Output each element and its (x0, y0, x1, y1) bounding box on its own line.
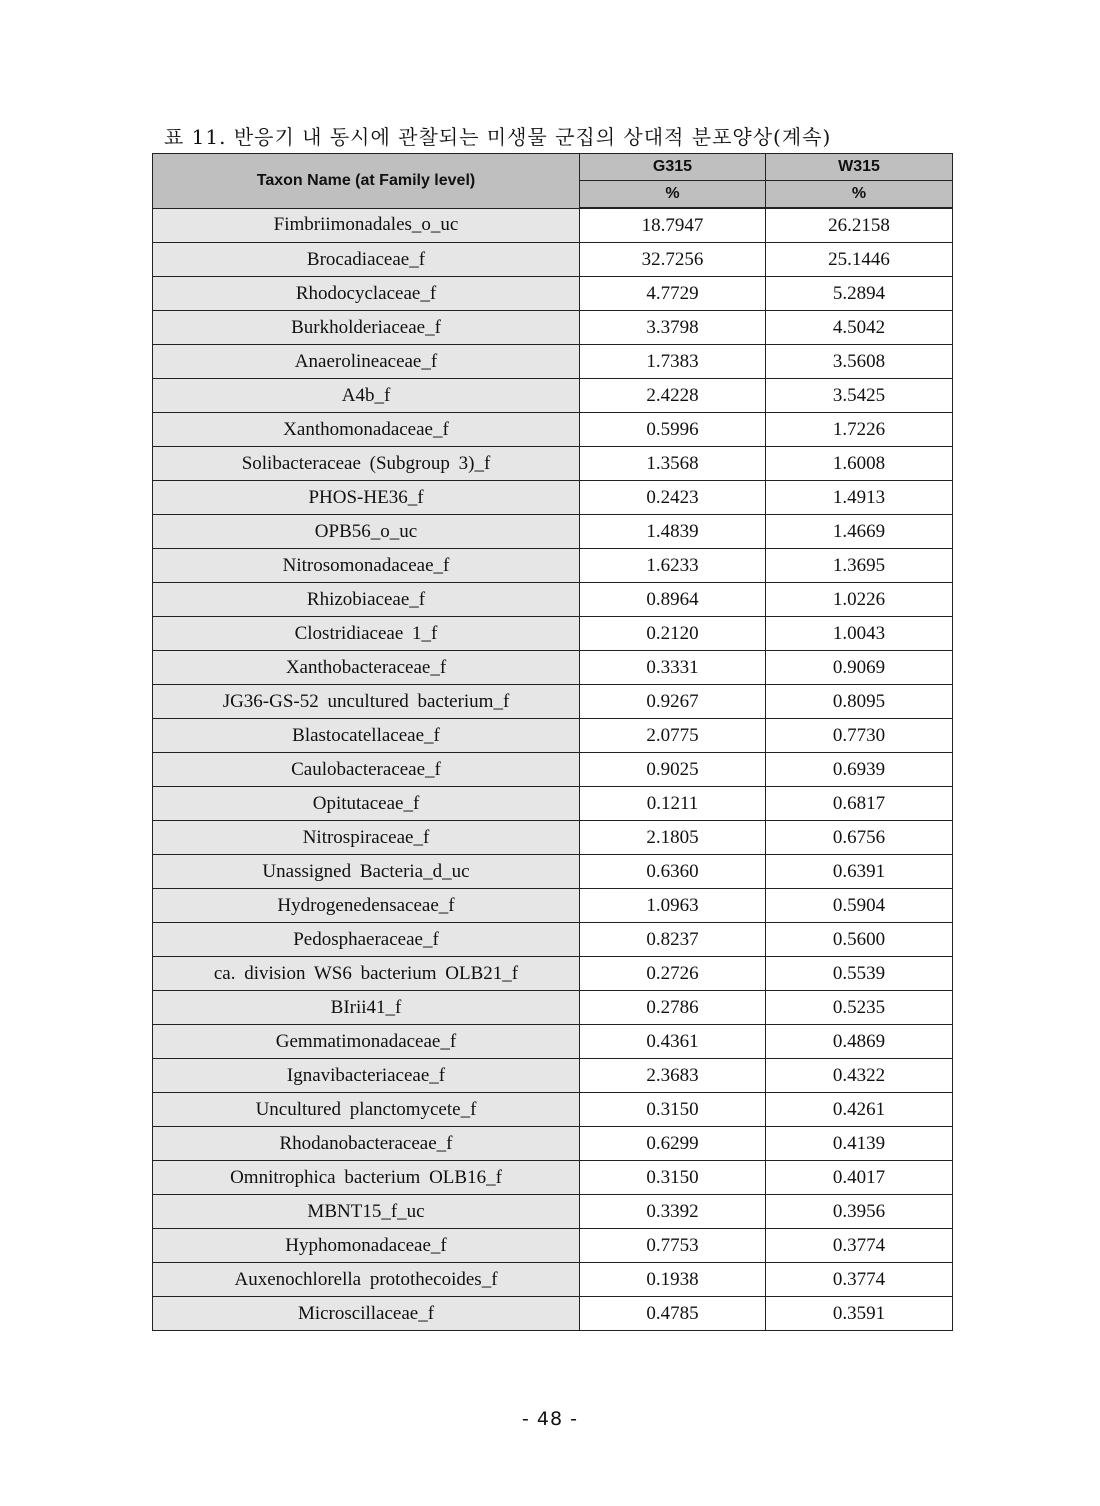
table-row (153, 1161, 953, 1195)
table-row (153, 413, 953, 447)
w315-value-cell: 0.3774 (766, 1229, 953, 1263)
table-row (153, 243, 953, 277)
taxon-name-cell: Clostridiaceae 1_f (153, 617, 580, 651)
taxon-distribution-table (152, 153, 953, 1331)
w315-value-cell: 0.3591 (766, 1297, 953, 1331)
g315-value-cell: 0.6360 (580, 855, 766, 889)
taxon-name-cell: PHOS-HE36_f (153, 481, 580, 515)
table-row (153, 1127, 953, 1161)
w315-value-cell: 0.6391 (766, 855, 953, 889)
taxon-name-cell: Rhodanobacteraceae_f (153, 1127, 580, 1161)
g315-value-cell: 32.7256 (580, 243, 766, 277)
g315-value-cell: 2.1805 (580, 821, 766, 855)
taxon-column-header: Taxon Name (at Family level) (153, 154, 580, 209)
taxon-name-cell: Blastocatellaceae_f (153, 719, 580, 753)
table-row (153, 1059, 953, 1093)
table-row (153, 1025, 953, 1059)
taxon-name-cell: Brocadiaceae_f (153, 243, 580, 277)
table-row (153, 379, 953, 413)
w315-value-cell: 1.6008 (766, 447, 953, 481)
w315-value-cell: 5.2894 (766, 277, 953, 311)
taxon-name-cell: Gemmatimonadaceae_f (153, 1025, 580, 1059)
table-row (153, 208, 953, 243)
taxon-name-cell: Omnitrophica bacterium OLB16_f (153, 1161, 580, 1195)
g315-value-cell: 2.4228 (580, 379, 766, 413)
taxon-name-cell: Pedosphaeraceae_f (153, 923, 580, 957)
taxon-name-cell: ca. division WS6 bacterium OLB21_f (153, 957, 580, 991)
g315-value-cell: 2.0775 (580, 719, 766, 753)
w315-value-cell: 0.4869 (766, 1025, 953, 1059)
taxon-name-cell: A4b_f (153, 379, 580, 413)
w315-value-cell: 0.4322 (766, 1059, 953, 1093)
taxon-name-cell: Solibacteraceae (Subgroup 3)_f (153, 447, 580, 481)
w315-value-cell: 25.1446 (766, 243, 953, 277)
table-body (153, 208, 953, 1331)
table-row (153, 311, 953, 345)
w315-value-cell: 0.5904 (766, 889, 953, 923)
w315-value-cell: 0.4017 (766, 1161, 953, 1195)
g315-value-cell: 18.7947 (580, 208, 766, 243)
taxon-name-cell: OPB56_o_uc (153, 515, 580, 549)
g315-value-cell: 0.3331 (580, 651, 766, 685)
table-row (153, 583, 953, 617)
taxon-name-cell: Microscillaceae_f (153, 1297, 580, 1331)
taxon-name-cell: Auxenochlorella protothecoides_f (153, 1263, 580, 1297)
g315-value-cell: 0.1938 (580, 1263, 766, 1297)
w315-value-cell: 0.4139 (766, 1127, 953, 1161)
g315-column-header: G315 (580, 154, 766, 181)
taxon-name-cell: Unassigned Bacteria_d_uc (153, 855, 580, 889)
g315-value-cell: 0.4785 (580, 1297, 766, 1331)
taxon-name-cell: Hyphomonadaceae_f (153, 1229, 580, 1263)
taxon-name-cell: Burkholderiaceae_f (153, 311, 580, 345)
table-row (153, 481, 953, 515)
w315-value-cell: 0.4261 (766, 1093, 953, 1127)
g315-unit-header: % (580, 181, 766, 209)
table-row (153, 515, 953, 549)
table-caption: 표 11. 반응기 내 동시에 관찰되는 미생물 군집의 상대적 분포양상(계속) (164, 125, 832, 149)
w315-value-cell: 0.5539 (766, 957, 953, 991)
w315-value-cell: 0.7730 (766, 719, 953, 753)
w315-value-cell: 0.8095 (766, 685, 953, 719)
w315-value-cell: 0.5600 (766, 923, 953, 957)
table-row (153, 923, 953, 957)
table-row (153, 991, 953, 1025)
table-row (153, 787, 953, 821)
w315-value-cell: 3.5425 (766, 379, 953, 413)
table-row (153, 855, 953, 889)
taxon-name-cell: Uncultured planctomycete_f (153, 1093, 580, 1127)
w315-unit-header: % (766, 181, 953, 209)
w315-value-cell: 4.5042 (766, 311, 953, 345)
g315-value-cell: 0.2726 (580, 957, 766, 991)
table-row (153, 549, 953, 583)
table-row (153, 685, 953, 719)
table-row (153, 719, 953, 753)
taxon-name-cell: Fimbriimonadales_o_uc (153, 208, 580, 243)
w315-value-cell: 1.4669 (766, 515, 953, 549)
g315-value-cell: 0.9267 (580, 685, 766, 719)
g315-value-cell: 0.3150 (580, 1093, 766, 1127)
taxon-name-cell: Opitutaceae_f (153, 787, 580, 821)
g315-value-cell: 0.4361 (580, 1025, 766, 1059)
table-row (153, 617, 953, 651)
w315-value-cell: 1.3695 (766, 549, 953, 583)
w315-value-cell: 0.6756 (766, 821, 953, 855)
table-row (153, 1263, 953, 1297)
table-row (153, 957, 953, 991)
w315-value-cell: 0.3956 (766, 1195, 953, 1229)
taxon-name-cell: Xanthobacteraceae_f (153, 651, 580, 685)
table-row (153, 821, 953, 855)
g315-value-cell: 0.1211 (580, 787, 766, 821)
w315-value-cell: 1.7226 (766, 413, 953, 447)
table-row (153, 1093, 953, 1127)
taxon-name-cell: MBNT15_f_uc (153, 1195, 580, 1229)
g315-value-cell: 4.7729 (580, 277, 766, 311)
g315-value-cell: 0.7753 (580, 1229, 766, 1263)
g315-value-cell: 1.7383 (580, 345, 766, 379)
g315-value-cell: 0.9025 (580, 753, 766, 787)
taxon-name-cell: Caulobacteraceae_f (153, 753, 580, 787)
g315-value-cell: 0.5996 (580, 413, 766, 447)
w315-column-header: W315 (766, 154, 953, 181)
g315-value-cell: 2.3683 (580, 1059, 766, 1093)
table-row (153, 1297, 953, 1331)
g315-value-cell: 0.8964 (580, 583, 766, 617)
table-row (153, 753, 953, 787)
g315-value-cell: 1.0963 (580, 889, 766, 923)
w315-value-cell: 3.5608 (766, 345, 953, 379)
g315-value-cell: 1.4839 (580, 515, 766, 549)
table-row (153, 1229, 953, 1263)
g315-value-cell: 0.6299 (580, 1127, 766, 1161)
page-number: - 48 - (522, 1408, 578, 1430)
table-row (153, 345, 953, 379)
g315-value-cell: 0.2423 (580, 481, 766, 515)
table-row (153, 277, 953, 311)
taxon-name-cell: Ignavibacteriaceae_f (153, 1059, 580, 1093)
table-row (153, 651, 953, 685)
g315-value-cell: 1.3568 (580, 447, 766, 481)
w315-value-cell: 0.9069 (766, 651, 953, 685)
taxon-name-cell: Anaerolineaceae_f (153, 345, 580, 379)
g315-value-cell: 1.6233 (580, 549, 766, 583)
w315-value-cell: 0.5235 (766, 991, 953, 1025)
g315-value-cell: 3.3798 (580, 311, 766, 345)
taxon-name-cell: Nitrosomonadaceae_f (153, 549, 580, 583)
taxon-name-cell: Rhizobiaceae_f (153, 583, 580, 617)
w315-value-cell: 0.3774 (766, 1263, 953, 1297)
g315-value-cell: 0.3392 (580, 1195, 766, 1229)
taxon-name-cell: Nitrospiraceae_f (153, 821, 580, 855)
w315-value-cell: 1.0226 (766, 583, 953, 617)
taxon-name-cell: JG36-GS-52 uncultured bacterium_f (153, 685, 580, 719)
w315-value-cell: 0.6939 (766, 753, 953, 787)
table-row (153, 889, 953, 923)
w315-value-cell: 26.2158 (766, 208, 953, 243)
table-row (153, 447, 953, 481)
table-row (153, 1195, 953, 1229)
taxon-name-cell: Xanthomonadaceae_f (153, 413, 580, 447)
g315-value-cell: 0.8237 (580, 923, 766, 957)
g315-value-cell: 0.2120 (580, 617, 766, 651)
taxon-name-cell: BIrii41_f (153, 991, 580, 1025)
w315-value-cell: 1.0043 (766, 617, 953, 651)
w315-value-cell: 1.4913 (766, 481, 953, 515)
g315-value-cell: 0.3150 (580, 1161, 766, 1195)
taxon-name-cell: Rhodocyclaceae_f (153, 277, 580, 311)
w315-value-cell: 0.6817 (766, 787, 953, 821)
taxon-name-cell: Hydrogenedensaceae_f (153, 889, 580, 923)
g315-value-cell: 0.2786 (580, 991, 766, 1025)
